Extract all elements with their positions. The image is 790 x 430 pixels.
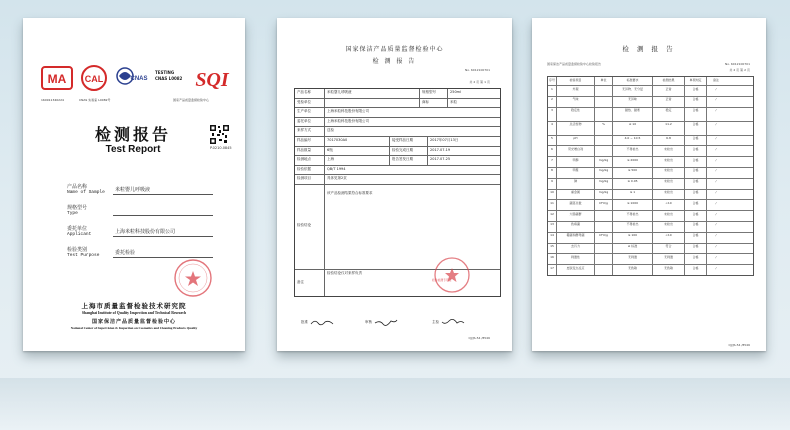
table-cell: 无致敏 [653, 265, 685, 275]
table-cell: 1 [548, 86, 557, 96]
table-cell: 无异物、无分层 [613, 86, 653, 96]
field-label-en: Applicant [67, 232, 92, 237]
table-header-row [548, 77, 753, 86]
table-cell [595, 86, 613, 96]
row-label: 检验依据 [295, 166, 325, 175]
logo-text-cnas: CNAS [130, 76, 148, 82]
results-page [532, 18, 766, 351]
results-page-number: 共 2 页 第 2 页 [729, 68, 750, 72]
table-cell: 合格 [685, 86, 707, 96]
signature-scribble-icon [309, 318, 335, 326]
table-cell: 无致敏 [613, 265, 653, 275]
row-value: 7017030A0 [325, 137, 390, 146]
table-cell: 正常 [653, 86, 685, 96]
table-cell: 未检出 [653, 211, 685, 221]
table-cell: 合格 [685, 146, 707, 156]
row-value-2: 2017年07月13日 [430, 137, 459, 142]
table-row [548, 265, 753, 275]
table-cell [595, 97, 613, 107]
field-label-type [67, 205, 87, 217]
row-value: 米粒婴儿呼吸液 [325, 89, 420, 98]
signature-label: 主检 [432, 320, 439, 324]
table-cell: 合格 [685, 233, 707, 243]
table-cell: 15 [548, 244, 557, 254]
table-cell: <10 [653, 233, 685, 243]
table-row [295, 118, 500, 128]
table-cell: 2 [548, 97, 557, 107]
table-cell [595, 146, 613, 156]
table-cell [595, 244, 613, 254]
row-value-2: 2017.07.19 [430, 147, 451, 152]
inspection-stamp-icon [433, 256, 471, 294]
table-cell: / [715, 265, 717, 270]
table-cell: 合格 [685, 211, 707, 221]
table-cell: ≥ 10 [613, 122, 653, 135]
table-cell: 霉菌和酵母菌 [557, 233, 595, 243]
report-subtitle: Test Report [105, 144, 161, 155]
table-cell: 未检出 [653, 179, 685, 189]
table-cell [595, 211, 613, 221]
header-cell: 单位 [595, 77, 613, 85]
cal-logo [79, 64, 109, 92]
signature-chief [432, 318, 466, 326]
certification-logos [41, 64, 231, 94]
row-value-2: 米粒 [450, 99, 457, 104]
institute-name-cn: 上海市质量监督检验技术研究院 [81, 302, 187, 310]
signature-review [365, 318, 399, 326]
cnas-logo [115, 64, 151, 92]
table-cell: 16 [548, 254, 557, 264]
table-row [295, 137, 500, 147]
table-row [548, 233, 753, 244]
table-cell: / [715, 157, 717, 162]
table-cell: ≤ 2000 [613, 157, 653, 167]
header-cell: 标准要求 [613, 77, 653, 85]
field-label-name [67, 184, 105, 196]
table-cell: / [715, 222, 717, 227]
table-row [548, 122, 753, 136]
table-cell: 合格 [685, 254, 707, 264]
header-cell: 备注 [712, 77, 719, 82]
table-cell: 稳定 [653, 108, 685, 121]
table-cell: 不得检出 [613, 211, 653, 221]
table-cell: 稳定性 [557, 108, 595, 121]
table-cell: 合格 [685, 168, 707, 178]
qr-code-icon [210, 125, 229, 144]
field-label-cn: 产品名称 [67, 184, 88, 190]
background-floor [0, 378, 790, 430]
table-cell: / [715, 168, 717, 173]
field-label-purpose [67, 247, 99, 259]
header-cell: 检测结果 [653, 77, 685, 85]
table-row [548, 244, 753, 255]
row-label-2: 商标 [420, 99, 448, 108]
testing-label [155, 70, 187, 82]
field-label-en: Name of Sample [67, 190, 105, 195]
row-value [325, 99, 420, 108]
table-cell: 17 [548, 265, 557, 275]
field-underline [113, 215, 213, 216]
field-underline [113, 236, 213, 237]
table-cell: / [715, 244, 717, 249]
table-cell: / [715, 233, 717, 238]
table-cell: % [595, 122, 613, 135]
logo-text-cal: CAL [84, 74, 104, 84]
table-cell: 8 [548, 168, 557, 178]
report-form-page [277, 18, 512, 351]
table-cell: 合格 [685, 108, 707, 121]
row-value: QB/T 1994 [327, 166, 346, 171]
row-label: 产品名称 [295, 89, 325, 98]
table-cell: 致病菌 [557, 222, 595, 232]
table-cell: / [715, 211, 717, 216]
row-label-2: 报告签发日期 [390, 156, 428, 165]
results-meta-left: 国家保洁产品质量监督检验中心检验报告 [547, 62, 602, 66]
table-cell: 11 [548, 200, 557, 210]
table-cell: 不得检出 [613, 222, 653, 232]
table-cell: 11.2 [653, 122, 685, 135]
row-label: 来样方式 [295, 127, 325, 136]
table-cell: 去污力 [557, 244, 595, 254]
table-cell [595, 108, 613, 121]
table-cell: ≤ 0.05 [613, 179, 653, 189]
table-cell: 大肠菌群 [557, 211, 595, 221]
table-row [295, 89, 500, 99]
results-title: 检 测 报 告 [622, 45, 676, 53]
results-meta-right: No. 6012100701 [724, 62, 750, 66]
row-label: 检测项目 [295, 175, 325, 184]
table-cell: mg/kg [595, 168, 613, 178]
table-cell: 6 [548, 146, 557, 156]
table-row [548, 157, 753, 168]
table-cell [595, 136, 613, 146]
row-value: 具体见第2页 [327, 176, 347, 181]
table-row [295, 147, 500, 157]
table-row [548, 168, 753, 179]
cma-logo [41, 64, 73, 92]
logo-text-sqi: SQI [195, 69, 229, 91]
table-cell: <10 [653, 200, 685, 210]
table-row [548, 86, 753, 97]
conclusion-text: 该产品检测结果符合标准要求 [327, 190, 373, 195]
table-row [548, 97, 753, 108]
row-label-2: 接受样品日期 [390, 137, 428, 146]
field-label-applicant [67, 226, 91, 238]
table-cell: 正常 [653, 97, 685, 107]
table-cell: 未检出 [653, 168, 685, 178]
table-row [295, 99, 500, 109]
logo-text-ma: MA [47, 72, 67, 86]
table-cell: 合格 [685, 136, 707, 146]
table-cell: 5 [548, 136, 557, 146]
row-label-2: 规格型号 [420, 89, 448, 98]
table-cell: 14 [548, 233, 557, 243]
table-cell: 未检出 [653, 222, 685, 232]
table-cell: 合格 [685, 190, 707, 200]
table-cell: / [715, 108, 717, 113]
form-footer: QJ/JS-54 /8546 [468, 336, 490, 340]
table-cell: 甲醇 [557, 157, 595, 167]
signature-approve [301, 318, 335, 326]
field-value-applicant: 上海米粒科技股份有限公司 [115, 229, 176, 235]
table-row [295, 156, 500, 166]
row-label: 委托单位 [295, 118, 325, 127]
table-cell: 4.0 ~ 10.5 [613, 136, 653, 146]
table-cell: / [715, 254, 717, 259]
table-cell [595, 254, 613, 264]
table-row [548, 146, 753, 157]
table-cell: 总活性物 [557, 122, 595, 135]
cover-page [23, 18, 245, 351]
logo-number-3: 国家产品质量监督检验中心 [173, 98, 210, 102]
report-title: 检 测 报 告 [372, 58, 417, 65]
table-cell: 外观 [557, 86, 595, 96]
table-cell: 无刺激 [653, 254, 685, 264]
report-title: 检测报告 [94, 125, 171, 144]
table-cell: mg/kg [595, 179, 613, 189]
results-footer: QJ/JS-54 /8546 [728, 343, 750, 347]
logo-number-2: CNAS 实验室 L0082号 [79, 98, 111, 102]
table-cell: 6.8 [653, 136, 685, 146]
table-cell: 未检出 [653, 146, 685, 156]
header-cell: 检验项目 [557, 77, 595, 85]
report-number: No. 6012100701 [464, 68, 490, 72]
stamp-text: 检验检测专用章 [432, 278, 452, 282]
table-cell: 甲醛 [557, 168, 595, 178]
row-label: 受检单位 [295, 99, 325, 108]
table-row [548, 211, 753, 222]
table-cell: 合格 [685, 265, 707, 275]
field-value-purpose: 委托检验 [115, 250, 136, 256]
table-cell: 重金属 [557, 190, 595, 200]
table-cell: ≤ 500 [613, 168, 653, 178]
table-cell: 耐热、耐寒 [613, 108, 653, 121]
table-cell: / [715, 190, 717, 195]
table-row [548, 108, 753, 122]
row-label-2: 检验完成日期 [390, 147, 428, 156]
table-row [548, 222, 753, 233]
table-cell: 不得检出 [613, 146, 653, 156]
row-label: 检测地点 [295, 156, 325, 165]
table-cell: 气味 [557, 97, 595, 107]
remark-text: 检验结论仅对来样负责 [327, 270, 362, 275]
table-cell: 符合 [653, 244, 685, 254]
table-cell: ≤ 100 [613, 233, 653, 243]
header-cell: 单项判定 [685, 77, 707, 85]
field-underline [113, 194, 213, 195]
table-cell: / [715, 200, 717, 205]
table-cell: 荧光增白剂 [557, 146, 595, 156]
row-value: 上海 [325, 156, 390, 165]
table-cell: 10 [548, 190, 557, 200]
remark-label: 备注 [295, 270, 325, 296]
page-number: 共 2 页 第 1 页 [469, 80, 490, 84]
cnas-number: CNAS L0082 [155, 76, 183, 81]
table-cell: 无异味 [613, 97, 653, 107]
table-row [548, 190, 753, 201]
table-cell: / [715, 122, 717, 127]
logo-number-1: 160911340224 [41, 98, 64, 102]
table-row [295, 175, 500, 185]
table-cell: / [715, 136, 717, 141]
table-cell: pH [557, 136, 595, 146]
testing-text: TESTING [155, 70, 175, 75]
field-label-cn: 检验类别 [67, 247, 88, 253]
table-cell [595, 222, 613, 232]
results-table [547, 76, 754, 276]
center-name-en: National Center of Supervision & Inspection on Cosmetics and Cleaning Products Quality [70, 326, 198, 330]
table-row [548, 136, 753, 147]
table-cell: 合格 [685, 200, 707, 210]
row-label: 样品数量 [295, 147, 325, 156]
institute-name-en: Shanghai Institute of Quality Inspection and Technical Research [81, 311, 187, 315]
table-cell: ≥ 标准 [613, 244, 653, 254]
row-value-2: 2017.07.25 [430, 157, 451, 162]
row-label: 生产单位 [295, 108, 325, 117]
row-label: 样品编号 [295, 137, 325, 146]
row-value: 上海米粒科技股份有限公司 [327, 109, 369, 114]
table-cell: 未检出 [653, 190, 685, 200]
table-cell: CFU/g [595, 200, 613, 210]
header-cell: 序号 [548, 77, 557, 85]
signature-scribble-icon [440, 318, 466, 326]
official-stamp-icon [173, 258, 213, 298]
table-cell: mg/kg [595, 157, 613, 167]
table-cell: 9 [548, 179, 557, 189]
table-cell: 合格 [685, 97, 707, 107]
table-cell: 无刺激 [613, 254, 653, 264]
field-label-en: Test Purpose [67, 253, 100, 258]
table-cell: 12 [548, 211, 557, 221]
table-row [295, 166, 500, 176]
signature-scribble-icon [373, 318, 399, 326]
row-value: 6瓶 [325, 147, 390, 156]
table-cell: 合格 [685, 122, 707, 135]
table-cell: mg/kg [595, 190, 613, 200]
table-row [295, 108, 500, 118]
sqi-logo [191, 64, 233, 92]
table-row [548, 179, 753, 190]
table-cell: / [715, 179, 717, 184]
table-cell: 合格 [685, 179, 707, 189]
table-cell: 7 [548, 157, 557, 167]
table-row [548, 200, 753, 211]
conclusion-label: 检验结论 [295, 185, 325, 269]
table-cell: / [715, 97, 717, 102]
table-cell: ≤ 1000 [613, 200, 653, 210]
table-cell: 未检出 [653, 157, 685, 167]
table-cell: / [715, 146, 717, 151]
table-cell: 菌落总数 [557, 200, 595, 210]
table-cell: CFU/g [595, 233, 613, 243]
table-row [295, 127, 500, 137]
center-name: 国家保洁产品质量监督检验中心 [345, 46, 444, 53]
field-label-cn: 规格型号 [67, 205, 88, 211]
table-cell: 合格 [685, 244, 707, 254]
signature-label: 审核 [365, 320, 372, 324]
qr-code-number: P.0210.0845 [210, 146, 232, 150]
table-cell: 刺激性 [557, 254, 595, 264]
row-value: 送检 [327, 128, 334, 133]
table-cell: ≤ 1 [613, 190, 653, 200]
table-cell: 合格 [685, 157, 707, 167]
table-cell: 13 [548, 222, 557, 232]
table-cell: 皮肤变态反应 [557, 265, 595, 275]
table-cell [595, 265, 613, 275]
signature-label: 批准 [301, 320, 308, 324]
table-cell: / [715, 86, 717, 91]
table-cell: 3 [548, 108, 557, 121]
table-cell: 合格 [685, 222, 707, 232]
center-name-cn: 国家保洁产品质量监督检验中心 [91, 320, 176, 325]
field-label-cn: 委托单位 [67, 226, 88, 232]
table-cell: 4 [548, 122, 557, 135]
row-value: 上海米粒科技股份有限公司 [327, 118, 369, 123]
row-value-2: 250ml [450, 90, 462, 94]
table-row [548, 254, 753, 265]
table-cell: 砷 [557, 179, 595, 189]
field-value-name: 米粒婴儿呼吸液 [115, 187, 151, 193]
field-label-en: Type [67, 211, 78, 216]
